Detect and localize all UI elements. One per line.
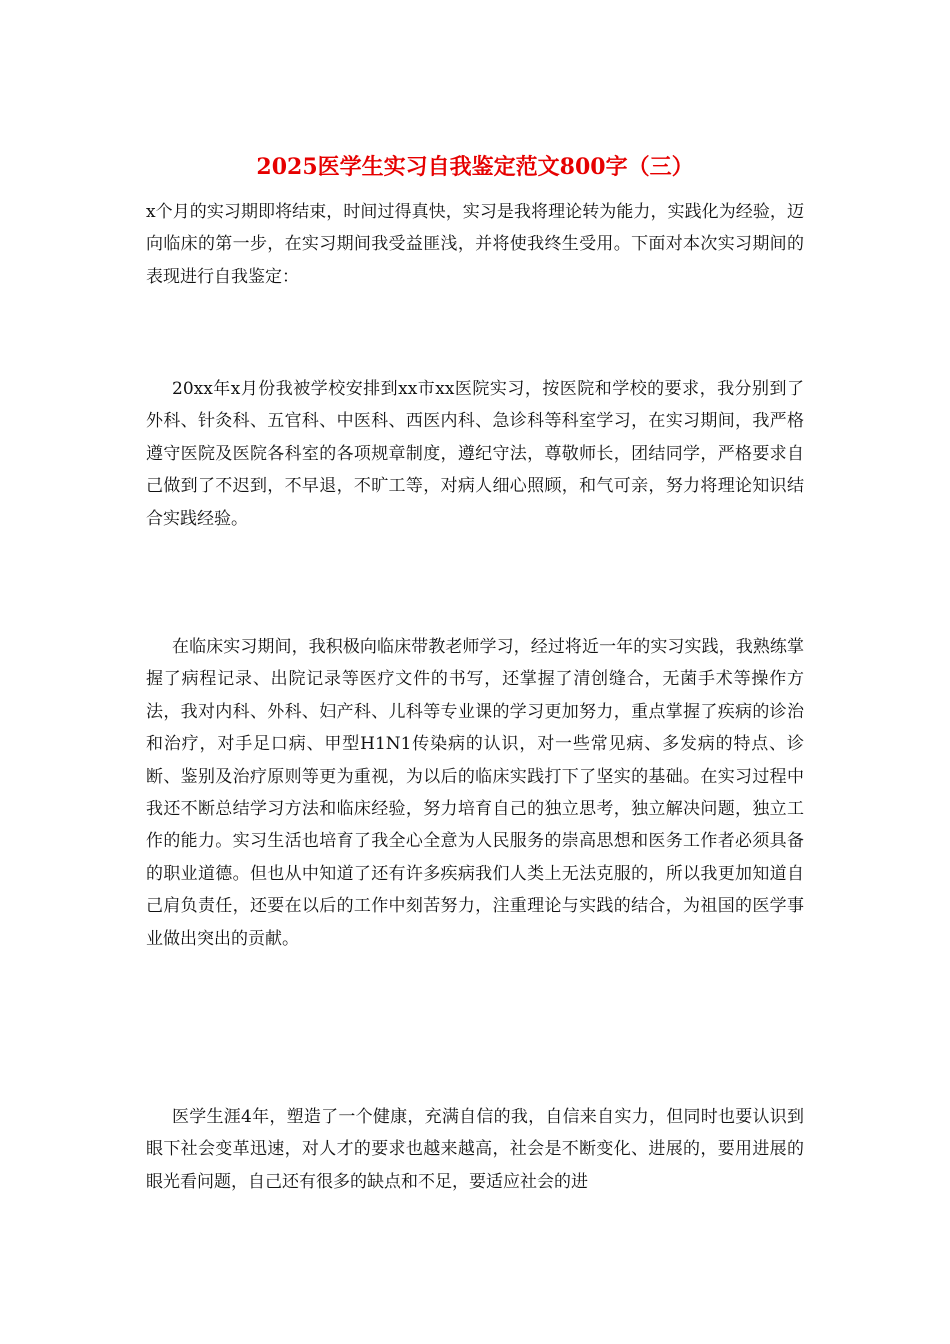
clinical-paragraph: 在临床实习期间，我积极向临床带教老师学习，经过将近一年的实习实践，我熟练掌握了病程记录、出院记录等医疗文件的书写，还掌握了清创缝合，无菌手术等操作方法，我对内科、外科、妇产科、儿科等专业课的学习更加努力，重点掌握了疾病的诊治和治疗，对手足口病、甲型H1N1传染病的认识，对一些常见病、多发病的特点、诊断、鉴别及治疗原则等更为重视，为以后的临床实践打下了坚实的基础。在实习过程中我还不断总结学习方法和临床经验，努力培育自己的独立思考，独立解决问题，独立工作的能力。实习生活也培育了我全心全意为人民服务的崇高思想和医务工作者必须具备的职业道德。但也从中知道了还有许多疾病我们人类上无法克服的，所以我更加知道自己肩负责任，还要在以后的工作中刻苦努力，注重理论与实践的结合，为祖国的医学事业做出突出的贡献。	[146, 637, 804, 949]
assignment-paragraph: 20xx年x月份我被学校安排到xx市xx医院实习，按医院和学校的要求，我分别到了外科、针灸科、五官科、中医科、西医内科、急诊科等科室学习，在实习期间，我严格遵守医院及医院各科室的各项规章制度，遵纪守法，尊敬师长，团结同学，严格要求自己做到了不迟到，不早退，不旷工等，对病人细心照顾，和气可亲，努力将理论知识结合实践经验。	[146, 379, 804, 529]
intro-paragraph: x个月的实习期即将结束，时间过得真快，实习是我将理论转为能力，实践化为经验，迈向临床的第一步，在实习期间我受益匪浅，并将使我终生受用。下面对本次实习期间的表现进行自我鉴定：	[146, 202, 804, 287]
career-paragraph: 医学生涯4年，塑造了一个健康，充满自信的我，自信来自实力，但同时也要认识到眼下社会变革迅速，对人才的要求也越来越高，社会是不断变化、进展的，要用进展的眼光看问题，自己还有很多的缺点和不足，要适应社会的进	[146, 1107, 804, 1192]
document-title: 2025医学生实习自我鉴定范文800字（三）	[256, 154, 694, 180]
